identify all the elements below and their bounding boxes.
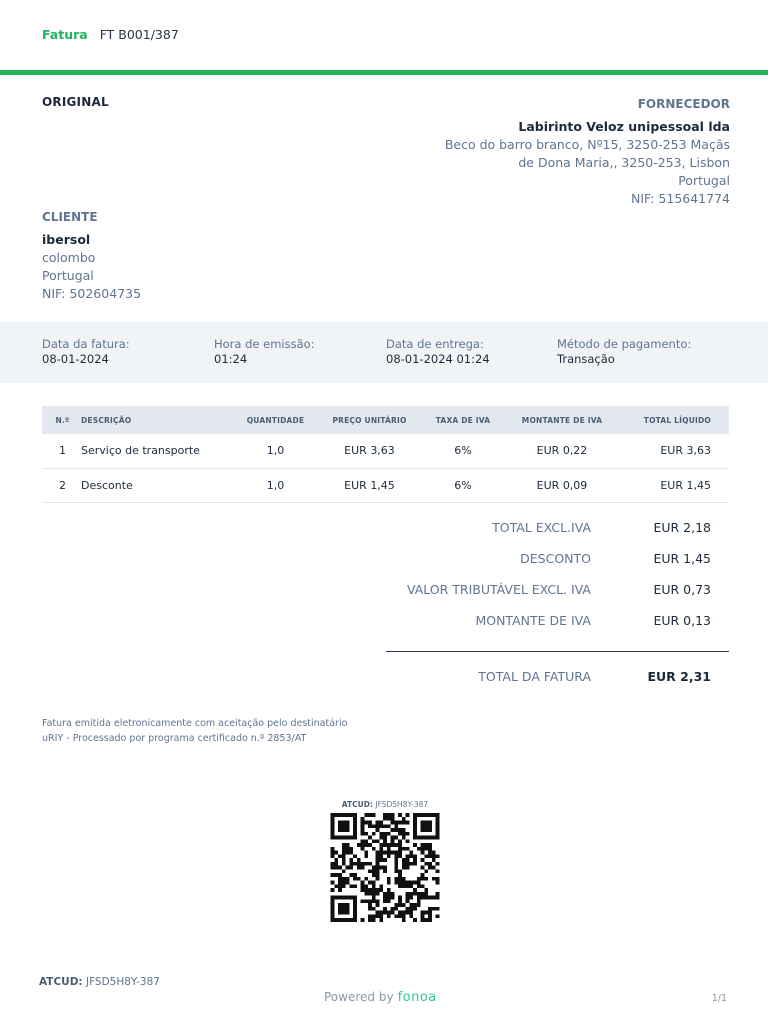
accent-rule [0, 70, 768, 75]
payment-method-label: Método de pagamento: [557, 337, 692, 351]
issue-time [214, 337, 315, 367]
discount [291, 551, 711, 582]
col-vat-rate: TAXA DE IVA [435, 415, 491, 425]
supplier-title: FORNECEDOR [637, 97, 730, 111]
row-vat-amount: EUR 0,22 [501, 434, 623, 468]
qr-code-icon [327, 813, 443, 922]
grand-total-label: TOTAL DA FATURA [478, 669, 591, 684]
invoice-date-label: Data da fatura: [42, 337, 130, 351]
row-quantity: 1,0 [237, 434, 314, 468]
total-excl-vat [291, 520, 711, 551]
row-vat-amount: EUR 0,09 [501, 468, 623, 502]
copy-label: ORIGINAL [42, 95, 109, 109]
row-unit-price: EUR 3,63 [314, 434, 425, 468]
powered-by-text: Powered by [324, 990, 394, 1004]
delivery-date-value: 08-01-2024 01:24 [386, 352, 490, 366]
payment-method-value: Transação [557, 352, 615, 366]
total-excl-vat-value: EUR 2,18 [653, 520, 711, 535]
discount-value: EUR 1,45 [653, 551, 711, 566]
supplier-nif: NIF: 515641774 [630, 191, 730, 206]
table-row [42, 468, 729, 502]
client-name: ibersol [42, 232, 91, 247]
row-description: Serviço de transporte [75, 434, 237, 468]
footer-atcud-label: ATCUD: [39, 976, 83, 988]
delivery-date [386, 337, 490, 367]
qr-block [327, 800, 443, 922]
col-number: N.º [55, 415, 70, 425]
invoice-date-value: 08-01-2024 [42, 352, 109, 366]
taxable-value [291, 582, 711, 613]
issue-time-label: Hora de emissão: [214, 337, 315, 351]
powered-by [324, 990, 437, 1005]
totals-divider [386, 651, 729, 652]
grand-total [311, 669, 711, 689]
grand-total-value: EUR 2,31 [647, 669, 711, 684]
table-header-row [42, 406, 729, 434]
vat-amount-value: EUR 0,13 [653, 613, 711, 628]
page-number: 1/1 [711, 993, 727, 1004]
row-number: 1 [42, 434, 75, 468]
client-country: Portugal [42, 268, 94, 283]
row-net-total: EUR 3,63 [623, 434, 729, 468]
qr-atcud-value: JFSD5H8Y-387 [375, 800, 429, 809]
row-vat-rate: 6% [425, 468, 501, 502]
totals-summary [291, 520, 711, 644]
taxable-value-amount: EUR 0,73 [653, 582, 711, 597]
supplier-address-2: de Dona Maria,, 3250-253, Lisbon [518, 155, 730, 170]
supplier-block [445, 95, 730, 208]
legal-note [42, 716, 347, 746]
invoice-meta-band [0, 322, 768, 383]
vat-amount-label: MONTANTE DE IVA [475, 613, 591, 628]
invoice-date [42, 337, 130, 367]
line-items-table [42, 406, 729, 503]
supplier-address-1: Beco do barro branco, Nº15, 3250-253 Maçãs [444, 137, 730, 152]
client-block [42, 208, 141, 303]
row-number: 2 [42, 468, 75, 502]
fonoa-logo: fonoa [397, 990, 437, 1005]
payment-method [557, 337, 691, 367]
col-net-total: TOTAL LÍQUIDO [643, 415, 711, 425]
document-header [42, 27, 179, 42]
issue-time-value: 01:24 [214, 352, 248, 366]
client-title: CLIENTE [42, 210, 98, 224]
table-row [42, 434, 729, 468]
footer-atcud [39, 976, 160, 988]
row-quantity: 1,0 [237, 468, 314, 502]
supplier-country: Portugal [678, 173, 730, 188]
row-unit-price: EUR 1,45 [314, 468, 425, 502]
col-description: DESCRIÇÃO [81, 415, 132, 425]
supplier-name: Labirinto Veloz unipessoal lda [518, 119, 730, 134]
discount-label: DESCONTO [520, 551, 591, 566]
col-quantity: QUANTIDADE [246, 415, 305, 425]
row-vat-rate: 6% [425, 434, 501, 468]
document-type: Fatura [42, 27, 88, 42]
row-description: Desconte [75, 468, 237, 502]
total-excl-vat-label: TOTAL EXCL.IVA [492, 520, 591, 535]
qr-atcud-label: ATCUD: [341, 800, 373, 809]
legal-note-line-2: uRIY - Processado por programa certificado n.º 2853/AT [42, 733, 307, 744]
delivery-date-label: Data de entrega: [386, 337, 484, 351]
client-nif: NIF: 502604735 [42, 286, 142, 301]
col-vat-amount: MONTANTE DE IVA [521, 415, 603, 425]
taxable-value-label: VALOR TRIBUTÁVEL EXCL. IVA [406, 582, 591, 597]
document-number: FT B001/387 [99, 27, 179, 42]
vat-amount [291, 613, 711, 644]
client-line: colombo [42, 250, 96, 265]
footer-atcud-value: JFSD5H8Y-387 [85, 976, 160, 988]
qr-caption [327, 800, 443, 809]
row-net-total: EUR 1,45 [623, 468, 729, 502]
legal-note-line-1: Fatura emitida eletronicamente com aceitação pelo destinatário [42, 718, 348, 729]
col-unit-price: PREÇO UNITÁRIO [332, 415, 407, 425]
